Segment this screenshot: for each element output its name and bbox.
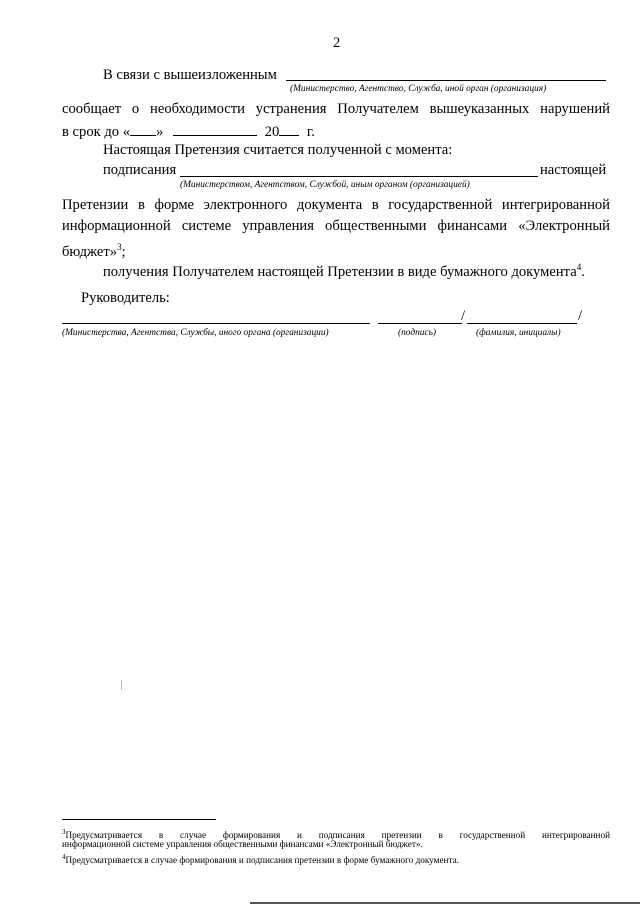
slash-2: / — [578, 308, 583, 324]
footnote-separator — [62, 819, 216, 820]
name-caption: (фамилия, инициалы) — [476, 328, 561, 338]
scan-speck — [121, 680, 122, 690]
year-prefix: 20 — [264, 124, 280, 140]
signing-suffix: настоящей — [540, 162, 607, 178]
deadline-line — [62, 122, 315, 141]
slash-1: / — [461, 308, 466, 324]
org-blank-line-2[interactable] — [180, 176, 538, 177]
footnote-4: $^4$Предусматривается в случае формирования и подписания претензии в форме бумажного документа. — [62, 853, 459, 866]
para2-line4: информационной системе управления общественными финансами «Электронный — [62, 218, 610, 234]
para1-lead: В связи с вышеизложенным — [103, 67, 277, 83]
deadline-prefix: в срок до « — [62, 124, 131, 140]
org-blank-line-1[interactable] — [286, 80, 606, 81]
para2-line3: Претензии в форме электронного документа в государственной интегрированной — [62, 197, 610, 213]
org-signature-caption: (Министерства, Агентства, Службы, иного органа (организации) — [62, 328, 329, 338]
deadline-mid: » — [156, 124, 164, 140]
para2-line1: Настоящая Претензия считается полученной с момента: — [103, 142, 453, 158]
signing-prefix: подписания — [103, 162, 177, 178]
footnote-ref-3[interactable]: 3 — [117, 242, 122, 252]
year-blank[interactable] — [279, 122, 299, 136]
footnote-4-num: 4 — [62, 853, 66, 861]
deadline-suffix: г. — [306, 124, 315, 140]
para2-line6: получения Получателем настоящей Претензии в виде бумажного документа$^4$. — [103, 262, 585, 280]
page-number: 2 — [333, 35, 341, 51]
footnote-3-line1: $^3$Предусматривается в случае формирования и подписания претензии в государственной интегрированной — [62, 828, 610, 841]
footnote-ref-4[interactable]: 4 — [576, 262, 582, 272]
footnote-3-line2: информационной системе управления общественными финансами «Электронный бюджет». — [62, 839, 423, 849]
name-line[interactable] — [467, 323, 577, 324]
para1-line2: сообщает о необходимости устранения Получателем вышеуказанных нарушений — [62, 101, 610, 117]
head-label: Руководитель: — [81, 290, 170, 306]
para2-line5: бюджет»$^3$; — [62, 242, 126, 260]
month-blank[interactable] — [173, 122, 257, 136]
org-caption-1: (Министерство, Агентство, Служба, иной орган (организация) — [290, 84, 547, 94]
org-caption-2: (Министерством, Агентством, Службой, иным органом (организацией) — [180, 180, 470, 190]
sign-caption: (подпись) — [398, 328, 437, 338]
scan-edge-line — [250, 902, 640, 904]
org-signature-line[interactable] — [62, 323, 370, 324]
day-blank[interactable] — [130, 122, 156, 136]
footnote-3-num: 3 — [62, 828, 66, 836]
sign-line[interactable] — [378, 323, 462, 324]
